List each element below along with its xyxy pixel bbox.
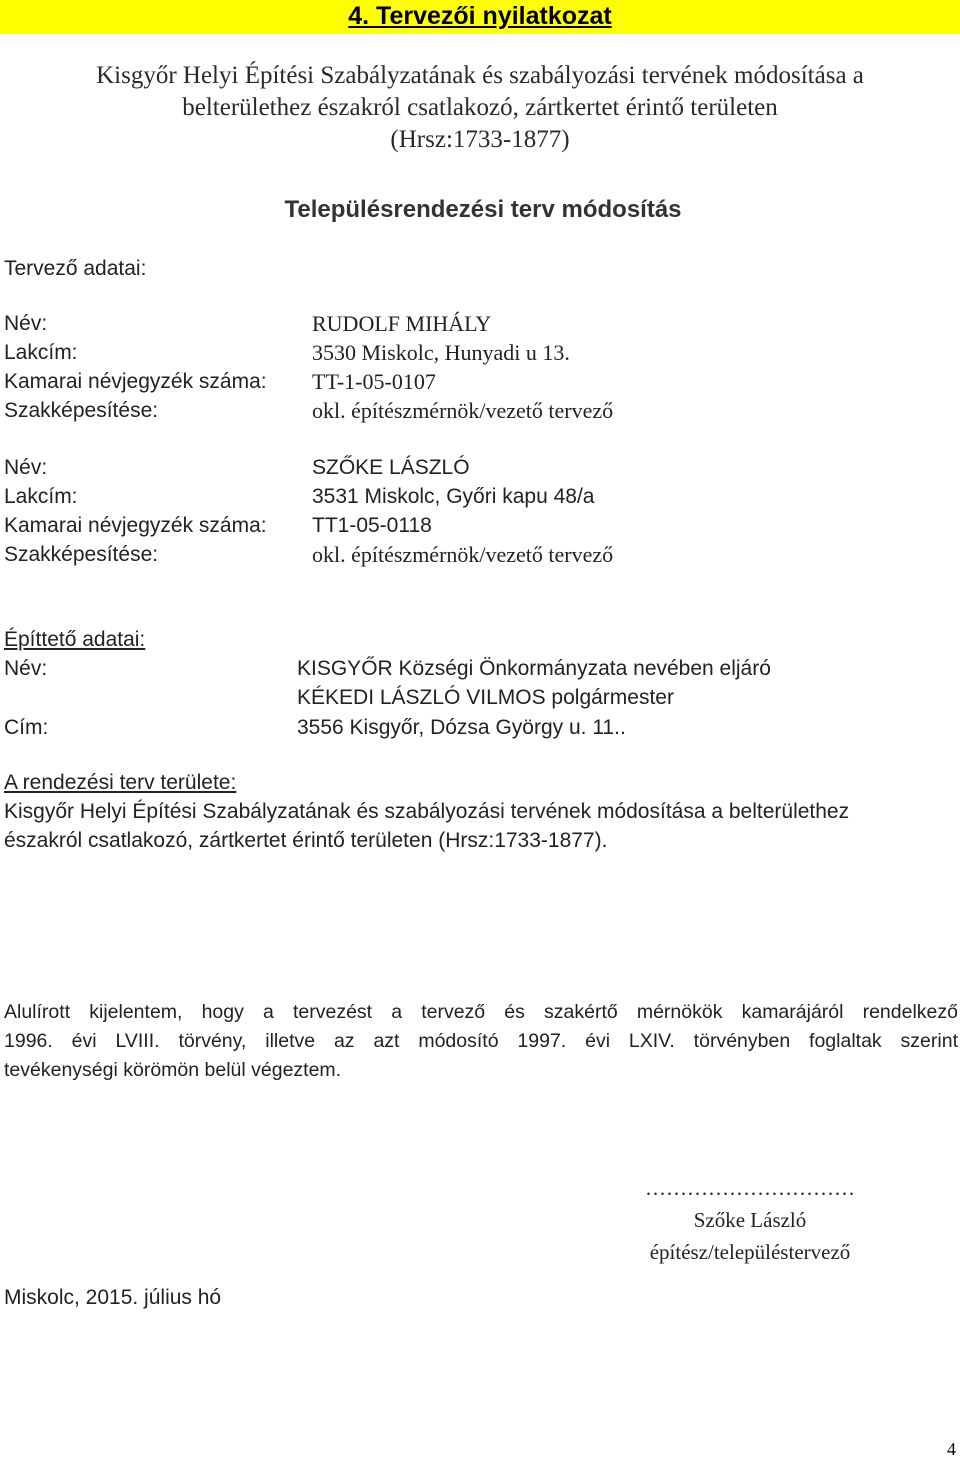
designer1-address: 3530 Miskolc, Hunyadi u 13. [312, 340, 570, 365]
designer2-name-label: Név: [4, 456, 48, 479]
designer2-address: 3531 Miskolc, Győri kapu 48/a [312, 485, 595, 508]
designer2-qual-label: Szakképesítése: [4, 543, 159, 566]
declaration [4, 998, 958, 1085]
area-line1: Kisgyőr Helyi Építési Szabályzatának és szabályozási tervének módosítása a belterülethez [4, 800, 850, 823]
designer2-qual: okl. építészmérnök/vezető tervező [312, 542, 614, 567]
designer2-reg-label: Kamarai névjegyzék száma: [4, 514, 267, 537]
document-heading [0, 0, 960, 34]
declaration-line: 1996. évi LVIII. törvény, illetve az azt módosító 1997. évi LXIV. törvényben foglaltak szerint [4, 1030, 958, 1052]
page-number: 4 [947, 1439, 956, 1459]
section-title: Településrendezési terv módosítás [284, 196, 682, 223]
place-date: Miskolc, 2015. július hó [4, 1286, 222, 1309]
designers-heading: Tervező adatai: [4, 257, 147, 280]
signature-title: építész/településtervező [649, 1240, 851, 1264]
subtitle-line: Kisgyőr Helyi Építési Szabályzatának és szabályozási tervének módosítása a [96, 62, 864, 89]
designer1-name-label: Név: [4, 312, 48, 335]
client-name-label: Név: [4, 657, 48, 680]
heading-text: 4. Tervezői nyilatkozat [348, 2, 612, 30]
client-name-line1: KISGYŐR Községi Önkormányzata nevében eljáró [297, 657, 771, 680]
client-address: 3556 Kisgyőr, Dózsa György u. 11.. [297, 716, 626, 739]
designer2-name: SZŐKE LÁSZLÓ [312, 456, 470, 479]
client-name-line2: KÉKEDI LÁSZLÓ VILMOS polgármester [297, 686, 674, 709]
area-heading: A rendezési terv területe: [4, 771, 237, 794]
area-line2: északról csatlakozó, zártkertet érintő területen (Hrsz:1733-1877). [4, 829, 608, 852]
signature-dots: ………………………… [645, 1176, 855, 1200]
designer1-reg-label: Kamarai névjegyzék száma: [4, 370, 267, 393]
designer1-qual: okl. építészmérnök/vezető tervező [312, 398, 614, 423]
designer2-reg: TT1-05-0118 [312, 514, 432, 537]
signature-name: Szőke László [693, 1208, 807, 1232]
designer1-address-label: Lakcím: [4, 341, 78, 364]
declaration-line: Alulírott kijelentem, hogy a tervezést a tervező és szakértő mérnökök kamarájáról rendelkező [4, 1001, 958, 1023]
designer1-qual-label: Szakképesítése: [4, 399, 159, 422]
designer1-name: RUDOLF MIHÁLY [312, 311, 492, 336]
subtitle [0, 60, 960, 156]
designer1-reg: TT-1-05-0107 [312, 369, 436, 394]
subtitle-line: belterülethez északról csatlakozó, zártkertet érintő területen [182, 94, 778, 121]
client-address-label: Cím: [4, 716, 49, 739]
declaration-line: tevékenységi körömön belül végeztem. [4, 1059, 342, 1081]
designer2-address-label: Lakcím: [4, 485, 78, 508]
signature-block [560, 1172, 940, 1268]
subtitle-line: (Hrsz:1733-1877) [390, 126, 570, 153]
client-heading: Építtető adatai: [4, 628, 146, 651]
